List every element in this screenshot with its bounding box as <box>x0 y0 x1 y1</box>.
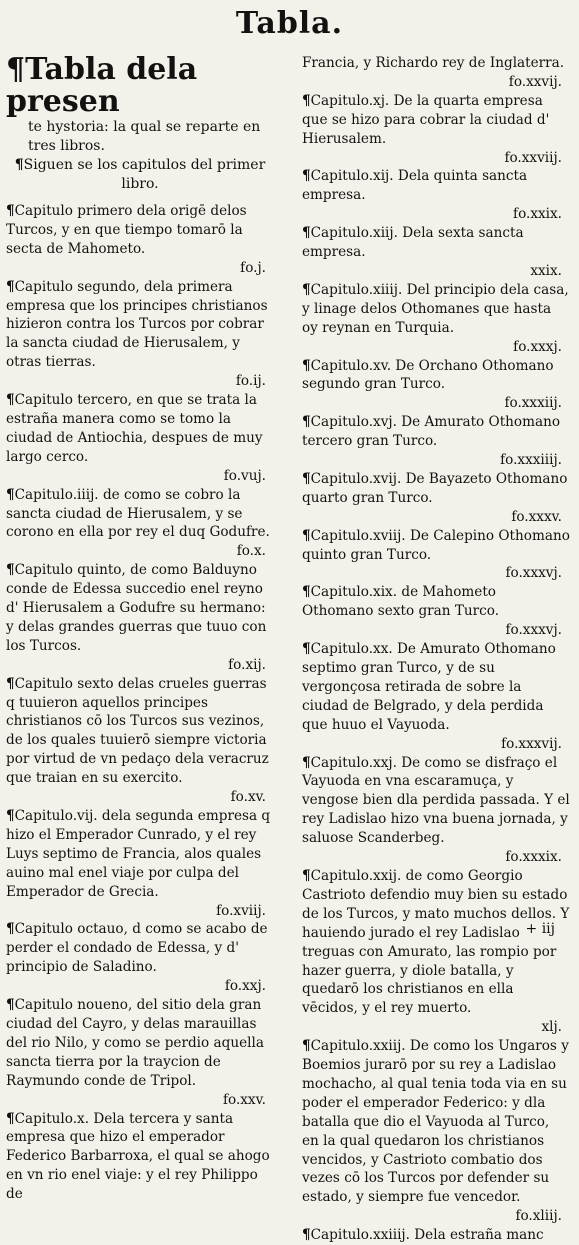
entry-text: Tabla dela presen <box>6 52 198 119</box>
toc-entry <box>6 202 274 278</box>
folio-number: fo.xxix. <box>513 206 562 223</box>
entry-text: Capitulo.xiiij. Del principio dela casa, y linage delos Othomanes que hasta oy reynan en Turquia. <box>302 281 569 336</box>
toc-entry <box>302 224 570 281</box>
pilcrow-icon: ¶ <box>302 584 311 601</box>
pilcrow-icon: ¶ <box>6 808 15 824</box>
toc-entry <box>302 640 570 753</box>
entry-text: Capitulo sexto delas crueles guerras q tuuieron aquellos principes christianos cō los Turcos sus vezinos, de los quales tuuierō siempre victoria por virtud de vn pedaço dela veracruz que traian en su exercito. <box>6 675 269 787</box>
page-title: Tabla. <box>235 6 344 41</box>
folio-number: fo.xxviij. <box>504 149 562 166</box>
left-column <box>6 54 274 1204</box>
pilcrow-icon: ¶ <box>14 157 24 173</box>
pilcrow-icon: ¶ <box>302 754 311 771</box>
entry-text: Capitulo.iiij. de como se cobro la sancta ciudad de Hierusalem, y se corono en ella por rey el duq Godufre. <box>6 486 270 541</box>
entry-text: Capitulo.xxij. de como Georgio Castrioto defendio muy bien su estado de los Turcos, y mato muchos dellos. Y hauiendo jurado el rey Ladislao treguas con Amurato, las rompio por hazer guerra, y diole batalla, y quedarō los christianos en ella vēcidos, y el rey muerto. <box>302 867 570 1017</box>
toc-entry <box>6 807 274 920</box>
entry-text: Capitulo.xij. Dela quinta sancta empresa. <box>302 168 528 204</box>
entry-text: Capitulo noueno, del sitio dela gran ciudad del Cayro, y delas marauillas del rio Nilo, y como se perdio aquella sancta tierra por la traycion de Raymundo conde de Tripol. <box>6 997 264 1089</box>
entry-text: Capitulo quinto, de como Balduyno conde de Edessa succedio enel reyno d' Hierusalem a Godufre su hermano: y delas grandes guerras que tuuo con los Turcos. <box>6 562 267 654</box>
entry-text: Capitulo primero dela origē delos Turcos, y en que tiempo tomarō la secta de Mahometo. <box>6 203 247 257</box>
entry-text: Capitulo.xxiiij. Dela estraña manc <box>310 1227 544 1244</box>
pilcrow-icon: ¶ <box>6 562 15 579</box>
toc-entry <box>302 1037 570 1226</box>
folio-number: fo.xxxvij. <box>501 735 562 752</box>
folio-number: fo.j. <box>240 259 266 276</box>
toc-entry <box>302 867 570 1037</box>
pilcrow-icon: ¶ <box>6 675 15 692</box>
pilcrow-icon: ¶ <box>302 92 311 109</box>
entry-text: Capitulo tercero, en que se trata la estraña manera como se tomo la ciudad de Antiochia, despues de muy largo cerco. <box>6 392 263 465</box>
entry-text: Capitulo.xiij. Dela sexta sancta empresa. <box>302 225 524 261</box>
pilcrow-icon: ¶ <box>6 278 15 295</box>
toc-entry <box>6 1110 274 1205</box>
toc-entry <box>302 583 570 640</box>
toc-entry <box>302 167 570 224</box>
toc-entry <box>302 413 570 470</box>
folio-number: xlj. <box>541 1019 562 1036</box>
toc-entry <box>302 357 570 414</box>
toc-entry <box>302 527 570 584</box>
folio-number: fo.xxvij. <box>508 73 562 90</box>
folio-number: fo.xv. <box>230 789 266 806</box>
pilcrow-icon: ¶ <box>6 392 15 409</box>
toc-entry <box>302 92 570 168</box>
toc-entry <box>6 54 274 118</box>
entry-text: Capitulo octauo, d como se acabo de perder el condado de Edessa, y d' principio de Saladino. <box>6 921 268 976</box>
folio-number: fo.vuj. <box>223 467 266 484</box>
pilcrow-icon: ¶ <box>302 470 311 487</box>
folio-number: fo.xxv. <box>222 1091 266 1108</box>
folio-number: fo.xxxj. <box>513 338 562 355</box>
pilcrow-icon: ¶ <box>302 1038 311 1055</box>
toc-entry <box>302 1226 570 1245</box>
folio-number: fo.xxxiiij. <box>500 452 562 469</box>
folio-number: fo.xxxvj. <box>505 622 562 639</box>
folio-number: fo.ij. <box>235 373 266 390</box>
entry-text: Capitulo.xvij. De Bayazeto Othomano quarto gran Turco. <box>302 470 568 506</box>
pilcrow-icon: ¶ <box>6 997 15 1014</box>
toc-entry <box>6 278 274 391</box>
toc-entry <box>6 118 274 156</box>
entry-text: Capitulo segundo, dela primera empresa que los principes christianos hizieron contra los Turcos por cobrar la sancta ciudad de Hierusalem, y otras tierras. <box>6 278 268 371</box>
toc-entry <box>302 281 570 357</box>
folio-number: fo.xij. <box>228 656 266 673</box>
pilcrow-icon: ¶ <box>6 1110 15 1127</box>
pilcrow-icon: ¶ <box>6 203 15 219</box>
pilcrow-icon: ¶ <box>302 168 311 185</box>
pilcrow-icon: ¶ <box>302 641 311 658</box>
toc-entry <box>6 675 274 807</box>
pilcrow-icon: ¶ <box>6 52 26 87</box>
entry-text: Siguen se los capitulos del primer libro. <box>23 157 266 192</box>
entry-text: Capitulo.x. Dela tercera y santa empresa que hizo el emperador Federico Barbarroxa, el qual se ahogo en vn rio enel viaje: y el rey Philippo de <box>6 1110 270 1203</box>
toc-entry <box>6 486 274 562</box>
entry-text: Capitulo.xxiij. De como los Ungaros y Boemios jurarō por su rey a Ladislao mochacho, al qual tenia toda via en su poder el emperador Federico: y dla batalla que dio el Vayuoda al Turco, en la qual quedaron los christianos vencidos, y Castrioto combatio dos vezes cō los Turcos por defender su estado, y siempre fue vencedor. <box>302 1038 569 1206</box>
toc-entry <box>6 561 274 674</box>
pilcrow-icon: ¶ <box>302 281 311 298</box>
toc-entry <box>302 470 570 527</box>
signature-mark: + iij <box>525 921 555 937</box>
toc-entry <box>6 996 274 1109</box>
toc-entry <box>6 156 274 194</box>
entry-text: Capitulo.xx. De Amurato Othomano septimo gran Turco, y de su vergonçosa retirada de sobre la ciudad de Belgrado, y dela perdida que huuo el Vayuoda. <box>302 641 556 733</box>
pilcrow-icon: ¶ <box>302 527 311 544</box>
entry-text: Capitulo.xv. De Orchano Othomano segundo gran Turco. <box>302 357 554 393</box>
pilcrow-icon: ¶ <box>302 867 311 884</box>
folio-number: fo.xxxiij. <box>504 395 562 412</box>
pilcrow-icon: ¶ <box>6 486 15 503</box>
folio-number: fo.xxxix. <box>505 849 562 866</box>
entry-text: Capitulo.xviij. De Calepino Othomano quinto gran Turco. <box>302 527 570 563</box>
pilcrow-icon: ¶ <box>6 921 15 938</box>
entry-text: Capitulo.xj. De la quarta empresa que se hizo para cobrar la ciudad d' Hierusalem. <box>302 92 550 147</box>
pilcrow-icon: ¶ <box>302 225 311 242</box>
folio-number: xxix. <box>530 262 562 279</box>
toc-entry <box>302 754 570 867</box>
toc-entry <box>302 54 570 92</box>
entry-text: Capitulo.vij. dela segunda empresa q hizo el Emperador Cunrado, y el rey Luys septimo de Francia, alos quales auino mal enel viaje por culpa del Emperador de Grecia. <box>6 808 271 900</box>
folio-number: fo.xxxv. <box>511 508 562 525</box>
pilcrow-icon: ¶ <box>302 1227 311 1244</box>
entry-text: Capitulo.xvj. De Amurato Othomano tercero gran Turco. <box>302 414 561 450</box>
entry-text: Capitulo.xix. de Mahometo Othomano sexto gran Turco. <box>302 584 500 620</box>
toc-entry <box>6 391 274 486</box>
entry-text: Capitulo.xxj. De como se disfraço el Vayuoda en vna escaramuça, y vengose bien dla perdida passada. Y el rey Ladislao hizo vna buena jornada, y saluose Scanderbeg. <box>302 754 570 847</box>
folio-number: fo.xxxvj. <box>505 565 562 582</box>
entry-text: Francia, y Richardo rey de Inglaterra. <box>302 55 565 71</box>
folio-number: fo.xliij. <box>515 1208 562 1225</box>
folio-number: fo.xxj. <box>224 978 266 995</box>
folio-number: fo.x. <box>236 543 266 560</box>
folio-number: fo.xviij. <box>216 902 266 919</box>
pilcrow-icon: ¶ <box>302 357 311 374</box>
entry-text: te hystoria: la qual se reparte en tres libros. <box>28 119 261 154</box>
toc-entry <box>6 920 274 996</box>
pilcrow-icon: ¶ <box>302 414 311 431</box>
right-column <box>302 54 570 1245</box>
